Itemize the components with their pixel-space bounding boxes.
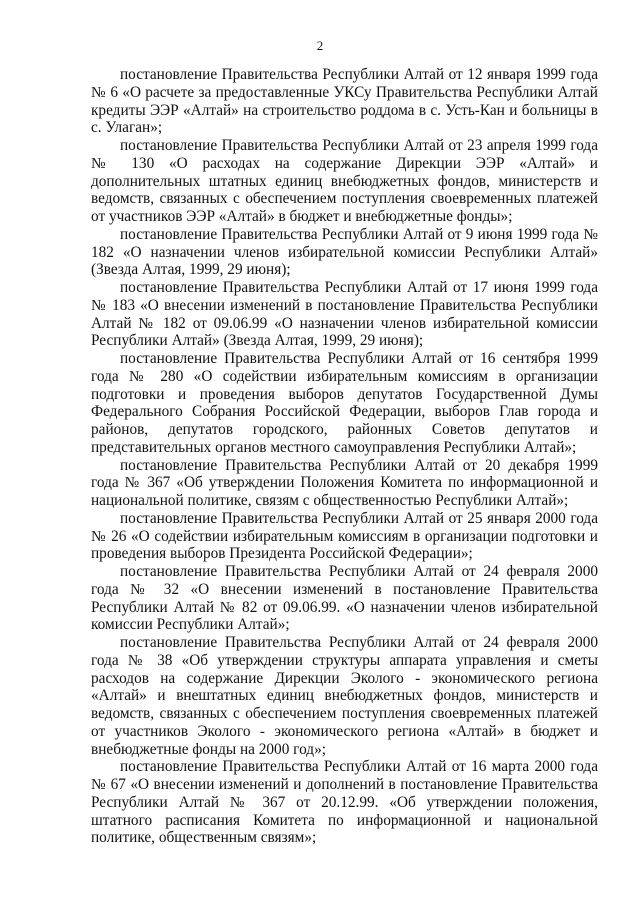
list-item: постановление Правительства Республики Алтай от 25 января 2000 года № 26 «О содействии избирательным комиссиям в организации подготовки и проведения выборов Президента Российской Федерации»; — [91, 509, 598, 563]
list-item: постановление Правительства Республики Алтай от 20 декабря 1999 года № 367 «Об утверждении Положения Комитета по информационной и национальной политике, связям с общественностью Республики Алтай»; — [91, 456, 598, 509]
list-item: постановление Правительства Республики Алтай от 24 февраля 2000 года № 38 «Об утверждении структуры аппарата управления и сметы расходов на содержание Дирекции Эколого - экономического региона «Алтай» и внештатных единиц внебюджетных фондов, министерств и ведомств, связанных с обеспечением поступления своевременных платежей от участников Эколого - экономического региона «Алтай» в бюджет и внебюджетные фонды на 2000 год»; — [91, 634, 598, 758]
document-body — [91, 66, 598, 847]
list-item: постановление Правительства Республики Алтай от 16 сентября 1999 года № 280 «О содействии избирательным комиссиям в организации подготовки и проведения выборов депутатов Государственной Думы Федерального Собрания Российской Федерации, выборов Глав города и районов, депутатов городского, районных Советов депутатов и представительных органов местного самоуправления Республики Алтай»; — [91, 350, 598, 456]
list-item: постановление Правительства Республики Алтай от 24 февраля 2000 года № 32 «О внесении изменений в постановление Правительства Республики Алтай № 82 от 09.06.99. «О назначении членов избирательной комиссии Республики Алтай»; — [91, 563, 598, 634]
page-number: 2 — [316, 38, 324, 53]
list-item: постановление Правительства Республики Алтай от 9 июня 1999 года № 182 «О назначении членов избирательной комиссии Республики Алтай» (Звезда Алтая, 1999, 29 июня); — [91, 225, 598, 279]
list-item: постановление Правительства Республики Алтай от 16 марта 2000 года № 67 «О внесении изменений и дополнений в постановление Правительства Республики Алтай № 367 от 20.12.99. «Об утверждении положения, штатного расписания Комитета по информационной и национальной политике, общественным связям»; — [91, 758, 598, 847]
list-item: постановление Правительства Республики Алтай от 23 апреля 1999 года № 130 «О расходах на содержание Дирекции ЭЭР «Алтай» и дополнительных штатных единиц внебюджетных фондов, министерств и ведомств, связанных с обеспечением поступления своевременных платежей от участников ЭЭР «Алтай» в бюджет и внебюджетные фонды»; — [91, 137, 598, 225]
list-item: постановление Правительства Республики Алтай от 17 июня 1999 года № 183 «О внесении изменений в постановление Правительства Республики Алтай № 182 от 09.06.99 «О назначении членов избирательной комиссии Республики Алтай» (Звезда Алтая, 1999, 29 июня); — [91, 279, 598, 350]
list-item: постановление Правительства Республики Алтай от 12 января 1999 года № 6 «О расчете за предоставленные УКСу Правительства Республики Алтай кредиты ЭЭР «Алтай» на строительство роддома в с. Усть-Кан и больницы в с. Улаган»; — [91, 66, 598, 137]
